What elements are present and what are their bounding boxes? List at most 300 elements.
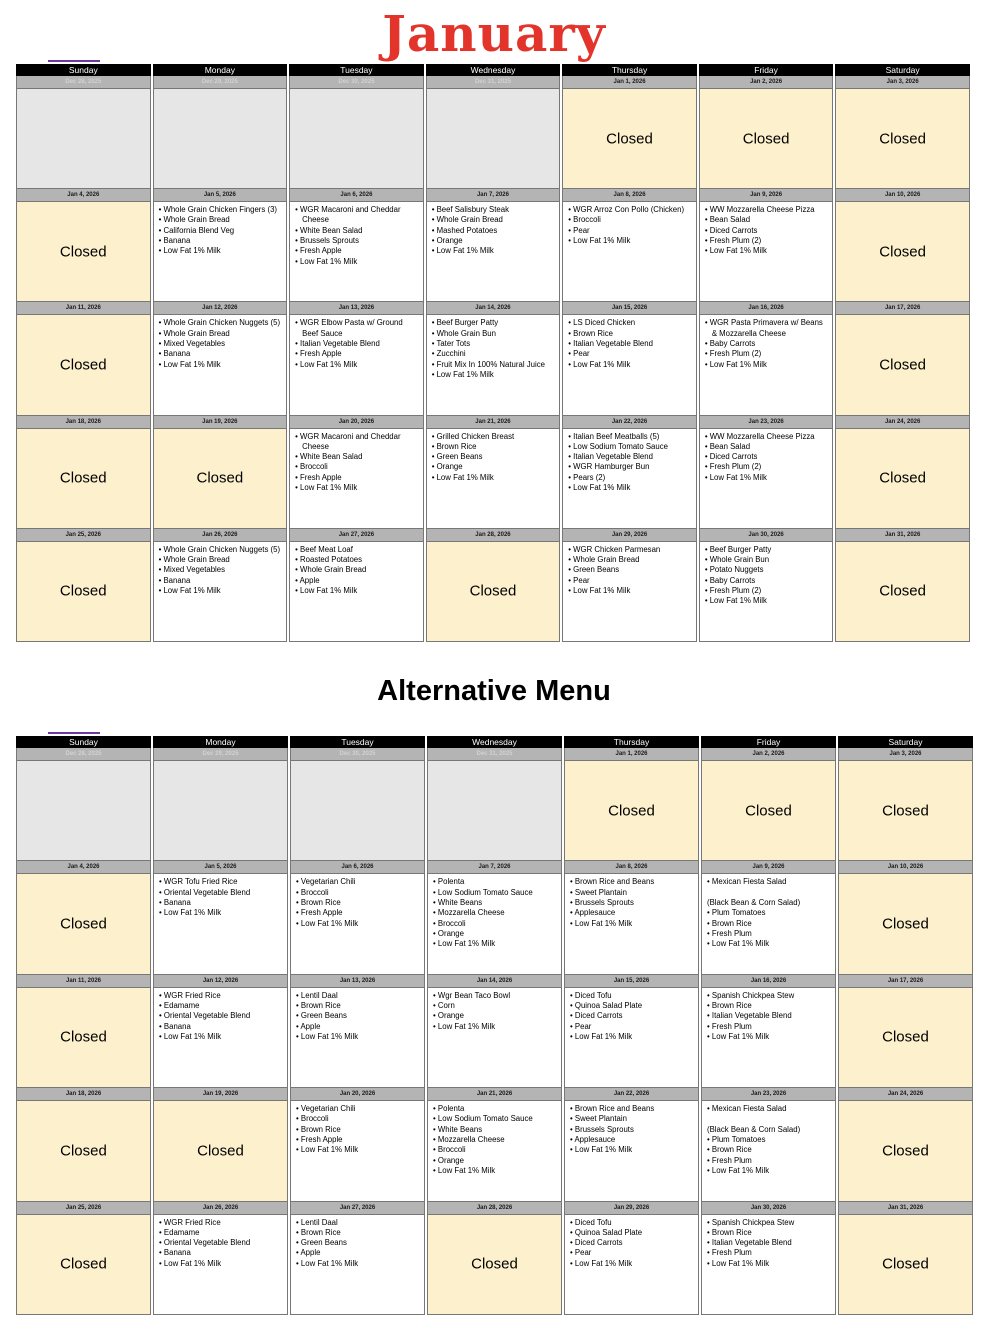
- menu-item-text: Broccoli: [437, 918, 466, 928]
- cell-date: Jan 3, 2026: [839, 748, 972, 760]
- bullet-marker: •: [295, 236, 298, 246]
- menu-item-text: Low Fat 1% Milk: [163, 908, 222, 918]
- bullet-marker: •: [158, 246, 162, 256]
- menu-item: [707, 939, 832, 949]
- menu-item: [432, 339, 557, 349]
- bullet-marker: •: [296, 897, 299, 907]
- bullet-marker: •: [296, 1011, 299, 1021]
- menu-item-text: Low Fat 1% Milk: [300, 1031, 359, 1041]
- bullet-marker: •: [431, 431, 435, 441]
- menu-item-list: [291, 874, 424, 928]
- menu-item: [433, 1156, 558, 1166]
- menu-item: [295, 473, 420, 483]
- menu-item-text: Brown Rice: [300, 1001, 341, 1011]
- menu-item: [570, 1022, 695, 1032]
- cell-body: [154, 541, 287, 642]
- cell-date: Jan 7, 2026: [427, 189, 560, 201]
- closed-label: Closed: [742, 130, 790, 148]
- menu-item-text: Fresh Apple: [300, 1135, 343, 1145]
- menu-item: [295, 318, 420, 339]
- cell-body: [839, 1214, 972, 1315]
- menu-item-text: Low Fat 1% Milk: [709, 596, 767, 606]
- day-cell: [153, 1202, 288, 1315]
- day-cell: [153, 416, 288, 529]
- menu-item: [707, 1114, 832, 1124]
- cell-body: [17, 873, 150, 974]
- menu-item-text: Mixed Vegetables: [163, 565, 226, 575]
- cell-body: [839, 873, 972, 974]
- menu-item-list: [565, 1101, 698, 1155]
- menu-item: [295, 483, 420, 493]
- bullet-marker: •: [295, 452, 298, 462]
- day-cell: [564, 748, 699, 861]
- menu-item-text: Banana: [163, 575, 191, 585]
- day-cell: [562, 76, 697, 189]
- day-cell: [835, 302, 970, 415]
- menu-item: [433, 1145, 558, 1155]
- bullet-marker: •: [158, 236, 162, 246]
- bullet-marker: •: [158, 555, 162, 565]
- cell-date: Dec 30, 2025: [291, 748, 424, 760]
- menu-item-text: Low Fat 1% Milk: [436, 369, 494, 379]
- bullet-marker: •: [707, 1135, 710, 1145]
- menu-item-text: Diced Carrots: [574, 1238, 623, 1248]
- menu-item: [570, 1238, 695, 1248]
- alternative-menu-title: Alternative Menu: [377, 675, 611, 707]
- menu-item-text: Vegetarian Chili: [300, 1104, 356, 1114]
- bullet-marker: •: [570, 1031, 573, 1041]
- menu-item-text: WGR Arroz Con Pollo (Chicken): [573, 205, 685, 215]
- menu-item: [568, 329, 693, 339]
- menu-item-list: [563, 315, 696, 369]
- bullet-marker: •: [568, 359, 571, 369]
- menu-item-text: Edamame: [163, 1001, 200, 1011]
- cell-body: [428, 987, 561, 1088]
- cell-date: Jan 8, 2026: [563, 189, 696, 201]
- bullet-marker: •: [295, 565, 298, 575]
- menu-item-list: [290, 542, 423, 596]
- bullet-marker: •: [431, 318, 435, 328]
- bullet-marker: •: [570, 1238, 573, 1248]
- menu-item: [568, 205, 693, 215]
- menu-item: [568, 586, 693, 596]
- cell-body: [428, 1214, 561, 1315]
- cell-body: [428, 1100, 561, 1201]
- menu-item: [707, 1238, 832, 1248]
- bullet-marker: •: [159, 1238, 162, 1248]
- menu-item-text: Plum Tomatoes: [711, 1135, 766, 1145]
- menu-item: [159, 215, 284, 225]
- cell-date: Jan 11, 2026: [17, 302, 150, 314]
- cell-date: Jan 1, 2026: [563, 76, 696, 88]
- bullet-marker: •: [707, 1248, 710, 1258]
- cell-body: [700, 201, 833, 302]
- cell-body: [17, 1214, 150, 1315]
- bullet-marker: •: [568, 215, 571, 225]
- menu-item-text: Brown Rice: [300, 1227, 341, 1237]
- menu-item-text: Low Fat 1% Milk: [437, 1165, 496, 1175]
- bullet-marker: •: [295, 585, 298, 595]
- bullet-marker: •: [433, 908, 436, 918]
- menu-item: [159, 1011, 284, 1021]
- bullet-marker: •: [295, 246, 298, 256]
- menu-item: [432, 329, 557, 339]
- menu-item: [570, 1145, 695, 1155]
- cell-date: Jan 24, 2026: [836, 416, 969, 428]
- menu-item-list: [702, 874, 835, 949]
- bullet-marker: •: [568, 575, 571, 585]
- bullet-marker: •: [568, 205, 571, 215]
- cell-body: [839, 1100, 972, 1201]
- menu-item-text: Lentil Daal: [300, 1217, 338, 1227]
- menu-item: (Black Bean & Corn Salad): [707, 1124, 801, 1134]
- menu-item-text: Whole Grain Bun: [436, 328, 496, 338]
- bullet-marker: •: [295, 431, 298, 441]
- bullet-marker: •: [296, 887, 299, 897]
- bullet-marker: •: [707, 939, 710, 949]
- day-cell: [427, 748, 562, 861]
- cell-body: [291, 873, 424, 974]
- menu-item-text: Apple: [300, 1021, 321, 1031]
- day-cell: [153, 189, 288, 302]
- day-cell: [290, 861, 425, 974]
- cell-body: [427, 314, 560, 415]
- bullet-marker: •: [431, 328, 435, 338]
- menu-item-text: Low Fat 1% Milk: [300, 918, 359, 928]
- cell-body: [836, 428, 969, 529]
- day-cell: [153, 748, 288, 861]
- bullet-marker: •: [570, 918, 573, 928]
- menu-item-text: WGR Elbow Pasta w/ Ground Beef Sauce: [300, 318, 403, 338]
- bullet-marker: •: [431, 359, 435, 369]
- day-cell: [16, 76, 151, 189]
- menu-item-text: Fresh Plum: [711, 1155, 752, 1165]
- cell-date: Jan 28, 2026: [428, 1202, 561, 1214]
- closed-label: Closed: [745, 802, 792, 820]
- cell-body: [700, 88, 833, 189]
- closed-label: Closed: [59, 356, 107, 374]
- bullet-marker: •: [704, 462, 708, 472]
- menu-item: [296, 1259, 421, 1269]
- cell-date: Jan 12, 2026: [154, 975, 287, 987]
- menu-item-text: Beef Burger Patty: [436, 318, 499, 328]
- bullet-marker: •: [296, 1227, 299, 1237]
- menu-item: [296, 908, 421, 918]
- menu-item-text: Italian Vegetable Blend: [300, 338, 380, 348]
- bullet-marker: •: [707, 1227, 710, 1237]
- menu-item-text: Roasted Potatoes: [300, 555, 363, 565]
- closed-label: Closed: [59, 469, 107, 487]
- cell-date: Jan 21, 2026: [427, 416, 560, 428]
- menu-item: (Black Bean & Corn Salad): [707, 897, 801, 907]
- menu-item-text: Polenta: [437, 1104, 465, 1114]
- menu-item-text: Low Fat 1% Milk: [574, 1031, 633, 1041]
- cell-date: Dec 31, 2025: [428, 748, 561, 760]
- menu-item: [707, 1135, 832, 1145]
- bullet-marker: •: [431, 349, 435, 359]
- menu-item-text: Mixed Vegetables: [163, 338, 226, 348]
- menu-item-list: [565, 988, 698, 1042]
- cell-date: Jan 25, 2026: [17, 1202, 150, 1214]
- bullet-marker: •: [433, 939, 436, 949]
- menu-item: [570, 1248, 695, 1258]
- menu-item: [159, 246, 284, 256]
- bullet-marker: •: [570, 1217, 573, 1227]
- closed-label: Closed: [606, 130, 653, 148]
- cell-body: [702, 1100, 835, 1201]
- day-cell: [427, 1202, 562, 1315]
- day-cell: [699, 529, 834, 642]
- day-header-monday: Monday: [153, 736, 288, 748]
- cell-date: Jan 20, 2026: [290, 416, 423, 428]
- day-header-wednesday: Wednesday: [427, 736, 562, 748]
- day-cell: [701, 1202, 836, 1315]
- menu-item-text: Pear: [573, 349, 590, 359]
- menu-item: [433, 939, 558, 949]
- bullet-marker: •: [568, 225, 571, 235]
- menu-item-text: Whole Grain Bread: [436, 215, 503, 225]
- cell-date: Jan 9, 2026: [700, 189, 833, 201]
- menu-item: [705, 565, 830, 575]
- menu-item: [433, 1135, 558, 1145]
- menu-item-text: Whole Grain Chicken Fingers (3): [163, 205, 277, 215]
- bullet-marker: •: [295, 555, 298, 565]
- day-cell: [562, 302, 697, 415]
- menu-item-text: Low Fat 1% Milk: [300, 359, 358, 369]
- bullet-marker: •: [158, 565, 162, 575]
- menu-item: [295, 226, 420, 236]
- cell-body: [290, 541, 423, 642]
- menu-item: [432, 370, 557, 380]
- menu-item-text: Brown Rice and Beans: [574, 877, 655, 887]
- cell-body: [154, 428, 287, 529]
- day-cell: [701, 1088, 836, 1201]
- menu-item-text: Mashed Potatoes: [436, 225, 498, 235]
- day-cell: [701, 861, 836, 974]
- menu-item-text: Low Fat 1% Milk: [573, 483, 631, 493]
- menu-item: [705, 462, 830, 472]
- cell-date: Jan 13, 2026: [290, 302, 423, 314]
- menu-item-text: Low Fat 1% Milk: [574, 918, 633, 928]
- menu-item: [570, 908, 695, 918]
- cell-body: [565, 760, 698, 861]
- bullet-marker: •: [431, 246, 435, 256]
- menu-item: [159, 236, 284, 246]
- bullet-marker: •: [433, 1011, 436, 1021]
- menu-item: [159, 1032, 284, 1042]
- bullet-marker: •: [707, 1238, 710, 1248]
- menu-item: [705, 452, 830, 462]
- menu-item: [705, 473, 830, 483]
- menu-item-text: Diced Carrots: [574, 1011, 623, 1021]
- cell-date: Jan 10, 2026: [839, 861, 972, 873]
- bullet-marker: •: [707, 1165, 710, 1175]
- menu-item-list: [700, 542, 833, 607]
- menu-item-text: Potato Nuggets: [709, 565, 764, 575]
- menu-item-text: Diced Tofu: [574, 1217, 612, 1227]
- menu-item: [295, 339, 420, 349]
- bullet-marker: •: [707, 1031, 710, 1041]
- menu-item: [432, 473, 557, 483]
- cell-body: [563, 428, 696, 529]
- closed-label: Closed: [879, 469, 926, 487]
- menu-item-text: Zucchini: [436, 349, 466, 359]
- bullet-marker: •: [295, 483, 298, 493]
- menu-item-text: Banana: [163, 349, 191, 359]
- closed-label: Closed: [882, 802, 929, 820]
- menu-item-text: WGR Chicken Parmesan: [573, 544, 661, 554]
- day-cell: [835, 416, 970, 529]
- cell-date: Dec 29, 2025: [154, 748, 287, 760]
- menu-item: [295, 236, 420, 246]
- bullet-marker: •: [433, 1155, 436, 1165]
- menu-item-text: Pears (2): [573, 472, 606, 482]
- menu-item-text: White Bean Salad: [300, 225, 363, 235]
- bullet-marker: •: [568, 349, 571, 359]
- bullet-marker: •: [296, 1021, 299, 1031]
- menu-item-text: Plum Tomatoes: [711, 908, 766, 918]
- menu-item: [296, 1114, 421, 1124]
- day-cell: [290, 748, 425, 861]
- menu-item: [296, 1248, 421, 1258]
- menu-item-text: Green Beans: [573, 565, 620, 575]
- menu-item-text: Diced Carrots: [709, 452, 758, 462]
- menu-item: [432, 318, 557, 328]
- menu-item: [707, 877, 832, 887]
- cell-body: [428, 760, 561, 861]
- menu-item-text: Vegetarian Chili: [300, 877, 356, 887]
- menu-item: [568, 473, 693, 483]
- menu-item: [159, 1238, 284, 1248]
- bullet-marker: •: [296, 1001, 299, 1011]
- menu-item: [707, 1032, 832, 1042]
- menu-item: [705, 586, 830, 596]
- bullet-marker: •: [433, 990, 436, 1000]
- cell-body: [565, 1214, 698, 1315]
- day-cell: [153, 861, 288, 974]
- menu-item-text: Beef Meat Loaf: [300, 544, 353, 554]
- menu-item-text: WGR Pasta Primavera w/ Beans & Mozzarella Cheese: [709, 318, 823, 338]
- bullet-marker: •: [159, 1021, 162, 1031]
- menu-item-text: Banana: [163, 236, 191, 246]
- menu-item-text: Low Fat 1% Milk: [437, 1021, 496, 1031]
- cell-date: Jan 6, 2026: [290, 189, 423, 201]
- cell-body: [427, 428, 560, 529]
- cell-body: [17, 88, 150, 189]
- bullet-marker: •: [704, 452, 708, 462]
- menu-item-text: Whole Grain Chicken Nuggets (5): [163, 544, 281, 554]
- cell-date: Jan 23, 2026: [702, 1088, 835, 1100]
- menu-item-text: Orange: [436, 462, 463, 472]
- day-header-sunday: Sunday: [16, 64, 151, 76]
- menu-item-text: Pear: [573, 225, 590, 235]
- bullet-marker: •: [570, 1021, 573, 1031]
- menu-item: [432, 246, 557, 256]
- cell-body: [154, 760, 287, 861]
- menu-item: [295, 555, 420, 565]
- menu-item-text: Polenta: [437, 877, 465, 887]
- cell-date: Jan 6, 2026: [291, 861, 424, 873]
- menu-item: [568, 215, 693, 225]
- menu-item-text: Mozzarella Cheese: [437, 1135, 505, 1145]
- cell-date: Jan 18, 2026: [17, 1088, 150, 1100]
- menu-item-text: Applesauce: [574, 908, 616, 918]
- bullet-marker: •: [296, 1248, 299, 1258]
- bullet-marker: •: [704, 359, 708, 369]
- menu-item-list: [702, 1215, 835, 1269]
- cell-date: Jan 7, 2026: [428, 861, 561, 873]
- menu-item-list: [290, 429, 423, 494]
- menu-item: [296, 1135, 421, 1145]
- bullet-marker: •: [707, 1021, 710, 1031]
- day-cell: [701, 748, 836, 861]
- day-cell: [16, 1088, 151, 1201]
- cell-body: [17, 987, 150, 1088]
- menu-item: [433, 1104, 558, 1114]
- menu-item-text: Low Fat 1% Milk: [709, 246, 767, 256]
- day-cell: [699, 302, 834, 415]
- menu-item: [568, 226, 693, 236]
- menu-item-text: Corn: [437, 1001, 455, 1011]
- day-cell: [290, 975, 425, 1088]
- day-cell: [426, 189, 561, 302]
- menu-item-text: Brussels Sprouts: [300, 236, 359, 246]
- menu-item-text: Pear: [574, 1248, 592, 1258]
- bullet-marker: •: [707, 1011, 710, 1021]
- day-cell: [16, 975, 151, 1088]
- menu-item-text: Oriental Vegetable Blend: [163, 1011, 251, 1021]
- menu-item: [159, 576, 284, 586]
- bullet-marker: •: [158, 585, 162, 595]
- menu-item-text: Baby Carrots: [709, 575, 756, 585]
- day-header-monday: Monday: [153, 64, 288, 76]
- menu-item-text: Diced Tofu: [574, 990, 612, 1000]
- menu-item-list: [702, 988, 835, 1042]
- menu-item: [159, 349, 284, 359]
- menu-item: [159, 318, 284, 328]
- day-cell: [16, 1202, 151, 1315]
- menu-item: [707, 991, 832, 1001]
- menu-item: [295, 452, 420, 462]
- bullet-marker: •: [707, 908, 710, 918]
- menu-item-text: Whole Grain Bread: [163, 328, 230, 338]
- menu-item: [705, 215, 830, 225]
- menu-item: [570, 1135, 695, 1145]
- menu-item-text: Grilled Chicken Breast: [436, 431, 515, 441]
- bullet-marker: •: [159, 1011, 162, 1021]
- cell-date: Jan 16, 2026: [700, 302, 833, 314]
- cell-date: Jan 25, 2026: [17, 529, 150, 541]
- menu-item: [705, 349, 830, 359]
- menu-item: [295, 545, 420, 555]
- menu-item: [570, 888, 695, 898]
- menu-item-text: Low Fat 1% Milk: [300, 585, 358, 595]
- menu-item: [707, 1248, 832, 1258]
- cell-body: [836, 314, 969, 415]
- bullet-marker: •: [707, 1155, 710, 1165]
- cell-date: Jan 16, 2026: [702, 975, 835, 987]
- bullet-marker: •: [570, 1248, 573, 1258]
- menu-item-text: Fresh Apple: [300, 908, 343, 918]
- menu-item: [707, 1001, 832, 1011]
- bullet-marker: •: [568, 441, 571, 451]
- menu-item-text: Broccoli: [573, 215, 601, 225]
- january-title: January: [382, 4, 606, 63]
- menu-item-text: LS Diced Chicken: [573, 318, 636, 328]
- menu-item-text: Low Sodium Tomato Sauce: [573, 441, 668, 451]
- menu-item: [707, 1166, 832, 1176]
- cell-date: Jan 12, 2026: [154, 302, 287, 314]
